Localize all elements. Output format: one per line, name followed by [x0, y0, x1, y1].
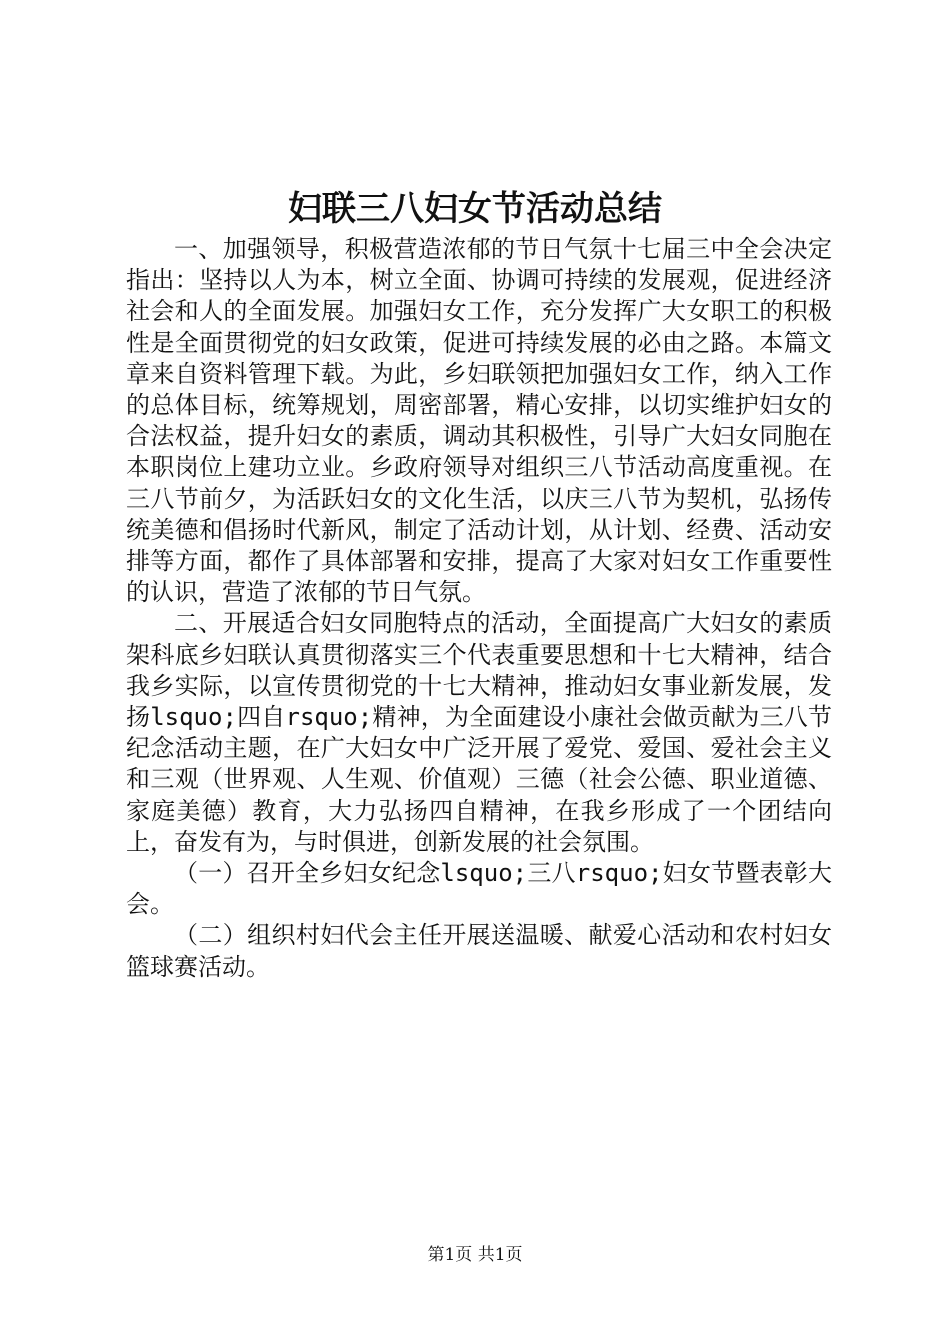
- paragraph-activities: 二、开展适合妇女同胞特点的活动，全面提高广大妇女的素质架科底乡妇联认真贯彻落实三个代表重要思想和十七大精神，结合我乡实际，以宣传贯彻党的十七大精神，推动妇女事业新发展，发扬lsquo;四自rsquo;精神，为全面建设小康社会做贡献为三八节纪念活动主题，在广大妇女中广泛开展了爱党、爱国、爱社会主义和三观（世界观、人生观、价值观）三德（社会公德、职业道德、家庭美德）教育，大力弘扬四自精神，在我乡形成了一个团结向上，奋发有为，与时俱进，创新发展的社会氛围。: [126, 609, 832, 856]
- paragraph-commemoration-meeting: （一）召开全乡妇女纪念lsquo;三八rsquo;妇女节暨表彰大会。: [126, 859, 832, 919]
- paragraph-strengthen-leadership: 一、加强领导，积极营造浓郁的节日气氛十七届三中全会决定指出：坚持以人为本，树立全面、协调可持续的发展观，促进经济社会和人的全面发展。加强妇女工作，充分发挥广大女职工的积极性是全面贯彻党的妇女政策，促进可持续发展的必由之路。本篇文章来自资料管理下载。为此，乡妇联领把加强妇女工作，纳入工作的总体目标，统筹规划，周密部署，精心安排，以切实维护妇女的合法权益，提升妇女的素质，调动其积极性，引导广大妇女同胞在本职岗位上建功立业。乡政府领导对组织三八节活动高度重视。在三八节前夕，为活跃妇女的文化生活，以庆三八节为契机，弘扬传统美德和倡扬时代新风，制定了活动计划，从计划、经费、活动安排等方面，都作了具体部署和安排，提高了大家对妇女工作重要性的认识，营造了浓郁的节日气氛。: [126, 235, 832, 607]
- document-title: 妇联三八妇女节活动总结: [288, 189, 662, 229]
- paragraph-basketball-activity: （二）组织村妇代会主任开展送温暖、献爱心活动和农村妇女篮球赛活动。: [126, 921, 832, 981]
- page-footer: 第1页 共1页: [427, 1245, 523, 1265]
- document-body: [126, 234, 832, 983]
